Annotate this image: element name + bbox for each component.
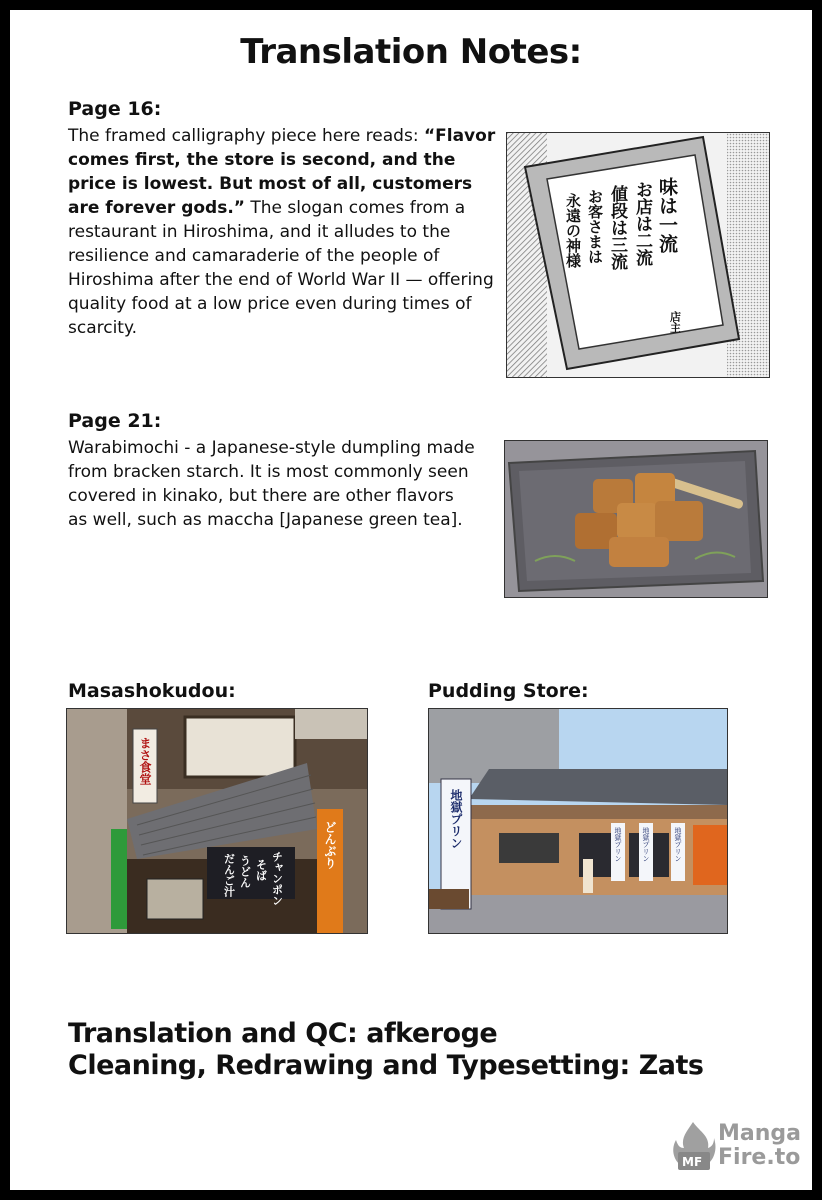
calligraphy-signature: 店主 [668,311,682,333]
calligraphy-col-4: お客さまは [586,189,604,264]
banner-jigoku-purin-2: 地獄プリン [614,827,622,862]
credits [68,1018,704,1082]
logo-line-1: Manga [718,1121,801,1146]
sign-udon: うどん [238,855,252,888]
calligraphy-image [506,132,770,378]
page16-rest: The slogan comes from a restaurant in Hiroshima, and it alludes to the resilience and camaraderie of the people of Hiroshima after the end of World War II — offering quality food at a low price even during times of scarcity. [68,198,494,338]
sign-donburi: どんぶり [323,821,337,869]
sign-masa-shokudou: まさ食堂 [138,737,152,785]
notes-page [10,10,812,1190]
calligraphy-col-1: 味は一流 [656,177,678,253]
credits-cleaning: Cleaning, Redrawing and Typesetting: Zats [68,1050,704,1081]
calligraphy-col-3: 値段は三流 [607,185,627,270]
page16-quote: “Flavor comes first, the store is second, and the price is lowest. But most of all, customers are forever gods.” [68,126,496,218]
page16-heading: Page 16: [68,98,162,120]
page16-text [68,124,498,340]
mangafire-logo-text [718,1122,801,1170]
sign-dangojiru: だんご汁 [222,853,236,897]
svg-text:MF: MF [682,1155,703,1169]
page21-heading: Page 21: [68,410,162,432]
calligraphy-col-2: お店は二流 [632,181,652,266]
pudding-store-photo [429,709,727,933]
masashokudou-storefront-photo [67,709,367,933]
page-title: Translation Notes: [240,32,582,72]
pudding-heading: Pudding Store: [428,680,589,702]
sign-champon: チャンポン [270,851,284,906]
pudding-store-image [428,708,728,934]
framed-calligraphy-illustration [507,133,769,377]
credits-translation: Translation and QC: afkeroge [68,1018,498,1049]
calligraphy-col-5: 永遠の神様 [564,193,582,268]
banner-jigoku-purin-1: 地獄プリン [449,789,463,849]
warabimochi-image [504,440,768,598]
page21-text: Warabimochi - a Japanese-style dumpling made from bracken starch. It is most commonly seen covered in kinako, but there are other flavors as well, such as maccha [Japanese green tea]. [68,438,475,530]
banner-jigoku-purin-3: 地獄プリン [642,827,650,862]
banner-jigoku-purin-4: 地獄プリン [674,827,682,862]
sign-soba: そば [254,859,268,881]
masashokudou-image [66,708,368,934]
page16-intro: The framed calligraphy piece here reads: [68,126,419,146]
ice-cream-sign [583,859,593,893]
logo-line-2: Fire.to [718,1145,801,1170]
masashokudou-heading: Masashokudou: [68,680,236,702]
warabimochi-plate-photo [505,441,767,597]
mangafire-logo [670,1118,800,1174]
mangafire-flame-icon [670,1120,716,1172]
